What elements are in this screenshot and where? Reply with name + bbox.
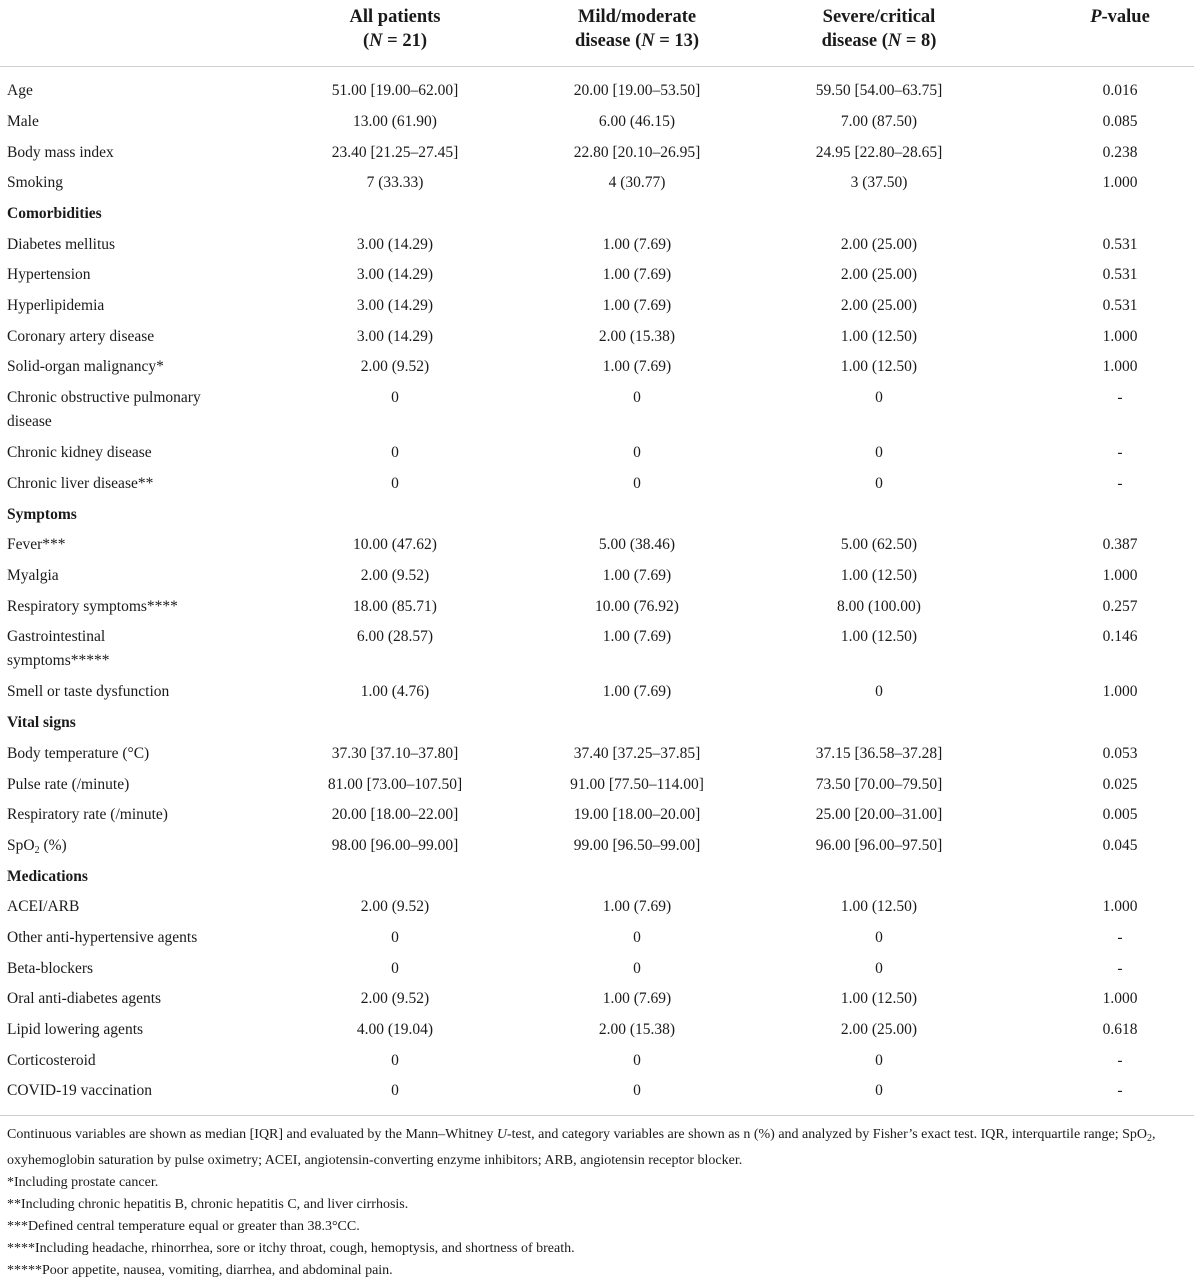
cell-label: COVID-19 vaccination <box>7 1082 153 1099</box>
cell-all: 37.30 [37.10–37.80] <box>331 745 459 762</box>
cell-p: 0.025 <box>1102 776 1138 793</box>
cell-all: 2.00 (9.52) <box>360 567 430 584</box>
cell-all: 23.40 [21.25–27.45] <box>331 144 459 161</box>
header-p-value <box>1020 5 1200 29</box>
cell-mild: 1.00 (7.69) <box>602 567 672 584</box>
footnote: ***Defined central temperature equal or greater than 38.3°CC. <box>7 1219 360 1234</box>
cell-label: Other anti-hypertensive agents <box>7 929 198 946</box>
cell-all: 6.00 (28.57) <box>356 628 434 645</box>
cell-label: Chronic kidney disease <box>7 444 152 461</box>
cell-all: 98.00 [96.00–99.00] <box>331 837 459 854</box>
cell-severe: 1.00 (12.50) <box>840 567 918 584</box>
cell-severe: 1.00 (12.50) <box>840 358 918 375</box>
cell-severe: 8.00 (100.00) <box>837 598 921 615</box>
cell-mild: 0 <box>633 929 641 946</box>
header-mild <box>537 5 737 53</box>
cell-mild: 0 <box>633 960 641 977</box>
cell-all: 1.00 (4.76) <box>360 683 430 700</box>
cell-all: 51.00 [19.00–62.00] <box>331 82 459 99</box>
cell-p: 0.531 <box>1102 266 1138 283</box>
header-all-n: N <box>369 31 383 51</box>
cell-label: Solid-organ malignancy* <box>7 358 164 375</box>
cell-label: Hypertension <box>7 266 91 283</box>
cell-mild: 4 (30.77) <box>608 174 666 191</box>
cell-mild: 1.00 (7.69) <box>602 628 672 645</box>
cell-label: Smoking <box>7 174 63 191</box>
cell-all: 20.00 [18.00–22.00] <box>331 806 459 823</box>
cell-mild: 99.00 [96.50–99.00] <box>573 837 701 854</box>
cell-all: 3.00 (14.29) <box>356 266 434 283</box>
cell-label: Corticosteroid <box>7 1052 96 1069</box>
cell-all: 2.00 (9.52) <box>360 898 430 915</box>
header-mild-line1: Mild/moderate <box>577 7 697 27</box>
cell-mild: 6.00 (46.15) <box>598 113 676 130</box>
table-footnotes <box>0 1115 1194 1282</box>
cell-all: 3.00 (14.29) <box>356 236 434 253</box>
table-header <box>0 0 1194 67</box>
cell-p: 1.000 <box>1102 174 1138 191</box>
cell-p: 0.045 <box>1102 837 1138 854</box>
cell-label: Male <box>7 113 39 130</box>
cell-mild: 1.00 (7.69) <box>602 358 672 375</box>
cell-severe: 2.00 (25.00) <box>840 236 918 253</box>
cell-mild: 1.00 (7.69) <box>602 266 672 283</box>
cell-mild: 1.00 (7.69) <box>602 236 672 253</box>
cell-p: 0.016 <box>1102 82 1138 99</box>
header-all-post: = 21) <box>382 31 427 51</box>
cell-label: SpO$_2$ (%) <box>7 837 67 856</box>
cell-all: 0 <box>391 475 399 492</box>
cell-p: 0.618 <box>1102 1021 1138 1038</box>
cell-all: 0 <box>391 444 399 461</box>
cell-mild: 1.00 (7.69) <box>602 990 672 1007</box>
cell-p: 0.387 <box>1102 536 1138 553</box>
cell-severe: 0 <box>875 683 883 700</box>
cell-label: Myalgia <box>7 567 59 584</box>
cell-label: Lipid lowering agents <box>7 1021 144 1038</box>
header-severe-post: = 8) <box>901 31 937 51</box>
cell-severe: 0 <box>875 444 883 461</box>
cell-p: - <box>1117 389 1123 406</box>
cell-p: 0.257 <box>1102 598 1138 615</box>
header-severe-pre: disease ( <box>821 31 888 51</box>
cell-all: 3.00 (14.29) <box>356 297 434 314</box>
cell-p: - <box>1117 1052 1123 1069</box>
cell-all: 3.00 (14.29) <box>356 328 434 345</box>
cell-all: 2.00 (9.52) <box>360 990 430 1007</box>
cell-p: - <box>1117 960 1123 977</box>
cell-all: 10.00 (47.62) <box>353 536 437 553</box>
cell-all: 0 <box>391 389 399 406</box>
cell-mild: 0 <box>633 444 641 461</box>
cell-mild: 10.00 (76.92) <box>595 598 679 615</box>
cell-p: 0.146 <box>1102 628 1138 645</box>
cell-label: Body mass index <box>7 144 114 161</box>
header-severe-line2 <box>779 29 979 53</box>
cell-all: 7 (33.33) <box>366 174 424 191</box>
cell-severe: 0 <box>875 1082 883 1099</box>
cell-p: 0.238 <box>1102 144 1138 161</box>
header-severe <box>779 5 979 53</box>
cell-label: Respiratory rate (/minute) <box>7 806 168 823</box>
cell-label: Coronary artery disease <box>7 328 155 345</box>
cell-label: Medications <box>7 868 88 885</box>
header-p-rest: -value <box>1101 7 1150 27</box>
header-all-line1: All patients <box>349 7 441 27</box>
header-severe-line1: Severe/critical <box>822 7 936 27</box>
header-mild-line2 <box>537 29 737 53</box>
cell-severe: 1.00 (12.50) <box>840 328 918 345</box>
cell-label: Pulse rate (/minute) <box>7 776 130 793</box>
cell-mild: 19.00 [18.00–20.00] <box>573 806 701 823</box>
cell-p: 1.000 <box>1102 358 1138 375</box>
cell-p: - <box>1117 444 1123 461</box>
cell-label: Beta-blockers <box>7 960 94 977</box>
cell-all: 18.00 (85.71) <box>353 598 437 615</box>
cell-label: Comorbidities <box>7 205 102 222</box>
cell-mild: 0 <box>633 1052 641 1069</box>
cell-label: Oral anti-diabetes agents <box>7 990 162 1007</box>
cell-severe: 25.00 [20.00–31.00] <box>815 806 943 823</box>
cell-label: Fever*** <box>7 536 66 553</box>
cell-p: 0.053 <box>1102 745 1138 762</box>
cell-severe: 0 <box>875 389 883 406</box>
cell-all: 2.00 (9.52) <box>360 358 430 375</box>
cell-severe: 1.00 (12.50) <box>840 898 918 915</box>
cell-severe: 5.00 (62.50) <box>840 536 918 553</box>
header-all-patients <box>295 5 495 53</box>
cell-mild: 20.00 [19.00–53.50] <box>573 82 701 99</box>
cell-mild: 37.40 [37.25–37.85] <box>573 745 701 762</box>
cell-severe: 37.15 [36.58–37.28] <box>815 745 943 762</box>
cell-p: 0.531 <box>1102 236 1138 253</box>
cell-severe: 24.95 [22.80–28.65] <box>815 144 943 161</box>
cell-label: Body temperature (°C) <box>7 745 150 762</box>
cell-label: ACEI/ARB <box>7 898 80 915</box>
cell-p: 0.531 <box>1102 297 1138 314</box>
footnote: *****Poor appetite, nausea, vomiting, diarrhea, and abdominal pain. <box>7 1263 393 1278</box>
header-mild-pre: disease ( <box>574 31 642 51</box>
cell-label: Gastrointestinal symptoms***** <box>7 628 110 669</box>
cell-label: Smell or taste dysfunction <box>7 683 170 700</box>
cell-p: 1.000 <box>1102 567 1138 584</box>
header-all-line2 <box>295 29 495 53</box>
header-mild-post: = 13) <box>654 31 700 51</box>
cell-all: 0 <box>391 929 399 946</box>
footnote: **Including chronic hepatitis B, chronic hepatitis C, and liver cirrhosis. <box>7 1197 409 1212</box>
cell-mild: 22.80 [20.10–26.95] <box>573 144 701 161</box>
cell-p: 0.085 <box>1102 113 1138 130</box>
cell-p: 1.000 <box>1102 898 1138 915</box>
cell-severe: 0 <box>875 929 883 946</box>
header-p: P <box>1090 7 1102 27</box>
cell-mild: 0 <box>633 475 641 492</box>
cell-mild: 1.00 (7.69) <box>602 898 672 915</box>
cell-severe: 3 (37.50) <box>850 174 908 191</box>
cell-severe: 1.00 (12.50) <box>840 990 918 1007</box>
cell-severe: 0 <box>875 1052 883 1069</box>
cell-severe: 2.00 (25.00) <box>840 297 918 314</box>
footnote-main: Continuous variables are shown as median [IQR] and evaluated by the Mann–Whitney U-test, and category variables are shown as n (%) and analyzed by Fisher’s exact test. IQR, interquartile range; SpO$_2$, oxyhemoglobin saturation by pulse oximetry; ACEI, angiotensin-converting enzyme inhibitors; ARB, angiotensin receptor blocker. <box>7 1127 1156 1168</box>
cell-severe: 59.50 [54.00–63.75] <box>815 82 943 99</box>
cell-mild: 91.00 [77.50–114.00] <box>570 776 704 793</box>
cell-severe: 2.00 (25.00) <box>840 1021 918 1038</box>
cell-p: 0.005 <box>1102 806 1138 823</box>
cell-severe: 0 <box>875 475 883 492</box>
cell-all: 4.00 (19.04) <box>356 1021 434 1038</box>
cell-p: 1.000 <box>1102 683 1138 700</box>
header-mild-n: N <box>641 31 655 51</box>
cell-mild: 2.00 (15.38) <box>598 1021 676 1038</box>
cell-label: Chronic liver disease** <box>7 475 154 492</box>
cell-severe: 2.00 (25.00) <box>840 266 918 283</box>
cell-p: 1.000 <box>1102 990 1138 1007</box>
cell-all: 0 <box>391 1052 399 1069</box>
cell-mild: 2.00 (15.38) <box>598 328 676 345</box>
cell-label: Symptoms <box>7 506 77 523</box>
cell-mild: 1.00 (7.69) <box>602 297 672 314</box>
cell-label: Chronic obstructive pulmonary disease <box>7 389 201 430</box>
cell-label: Respiratory symptoms**** <box>7 598 178 615</box>
cell-label: Age <box>7 82 33 99</box>
cell-severe: 96.00 [96.00–97.50] <box>815 837 943 854</box>
cell-p: - <box>1117 929 1123 946</box>
cell-mild: 1.00 (7.69) <box>602 683 672 700</box>
cell-severe: 7.00 (87.50) <box>840 113 918 130</box>
cell-all: 81.00 [73.00–107.50] <box>327 776 463 793</box>
cell-severe: 0 <box>875 960 883 977</box>
cell-mild: 0 <box>633 389 641 406</box>
cell-severe: 1.00 (12.50) <box>840 628 918 645</box>
cell-all: 13.00 (61.90) <box>353 113 437 130</box>
cell-p: - <box>1117 475 1123 492</box>
cell-mild: 0 <box>633 1082 641 1099</box>
cell-label: Diabetes mellitus <box>7 236 116 253</box>
footnote: ****Including headache, rhinorrhea, sore or itchy throat, cough, hemoptysis, and shortness of breath. <box>7 1241 575 1256</box>
cell-p: - <box>1117 1082 1123 1099</box>
footnote: *Including prostate cancer. <box>7 1175 159 1190</box>
cell-all: 0 <box>391 1082 399 1099</box>
cell-all: 0 <box>391 960 399 977</box>
header-severe-n: N <box>887 31 902 51</box>
cell-mild: 5.00 (38.46) <box>598 536 676 553</box>
cell-label: Vital signs <box>7 714 76 731</box>
cell-severe: 73.50 [70.00–79.50] <box>815 776 943 793</box>
header-all-pre: ( <box>363 31 370 51</box>
cell-p: 1.000 <box>1102 328 1138 345</box>
cell-label: Hyperlipidemia <box>7 297 105 314</box>
